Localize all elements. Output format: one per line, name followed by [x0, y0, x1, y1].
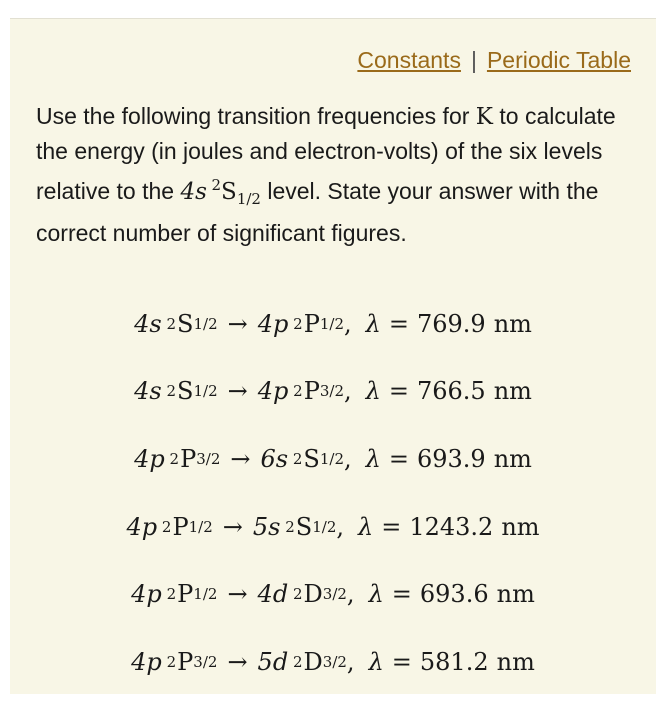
wavelength-value: 581.2 — [419, 647, 489, 676]
constants-link[interactable]: Constants — [357, 47, 461, 73]
to-multiplicity: 2 — [285, 517, 295, 536]
from-orbital: 4s — [134, 377, 162, 406]
transition-equation — [10, 493, 656, 561]
element-symbol: K — [475, 104, 493, 130]
wavelength-unit: nm — [493, 309, 532, 338]
problem-statement — [36, 99, 636, 250]
transition-list — [10, 290, 656, 696]
to-multiplicity: 2 — [292, 585, 303, 604]
from-multiplicity: 2 — [169, 449, 180, 468]
to-j: 3/2 — [322, 585, 347, 604]
wavelength-unit: nm — [496, 580, 535, 609]
wavelength-value: 1243.2 — [409, 512, 494, 541]
transition-equation — [10, 425, 656, 493]
lambda-symbol: λ — [368, 647, 384, 676]
from-j: 3/2 — [196, 449, 221, 468]
from-multiplicity: 2 — [166, 652, 177, 671]
comma: , — [336, 512, 345, 541]
from-orbital: 4p — [134, 444, 165, 473]
from-multiplicity: 2 — [166, 585, 177, 604]
wavelength-unit: nm — [493, 444, 532, 473]
transition-arrow: → — [227, 647, 248, 676]
transition-arrow: → — [230, 444, 251, 473]
to-multiplicity: 2 — [293, 382, 303, 401]
from-j: 1/2 — [188, 517, 213, 536]
ref-multiplicity: 2 — [211, 176, 222, 194]
comma: , — [344, 444, 352, 473]
lambda-symbol: λ — [365, 444, 381, 473]
intro-text-2: to calculate the energy (in joules and electron-volts) of the six levels relative to the — [36, 103, 616, 204]
transition-arrow: → — [227, 377, 248, 406]
to-j: 1/2 — [312, 517, 337, 536]
intro-text-3: level. State your answer with the correct number of significant figures. — [36, 178, 599, 246]
to-orbital: 4p — [257, 309, 289, 338]
from-term: P — [177, 580, 194, 609]
from-j: 1/2 — [193, 585, 218, 604]
from-multiplicity: 2 — [166, 314, 177, 333]
from-orbital: 4p — [126, 512, 158, 541]
from-orbital: 4s — [134, 309, 162, 338]
lambda-symbol: λ — [368, 580, 384, 609]
intro-text-1: Use the following transition frequencies for — [36, 103, 476, 129]
from-term: P — [177, 647, 194, 676]
to-orbital: 6s — [260, 444, 289, 473]
to-multiplicity: 2 — [293, 314, 303, 333]
comma: , — [344, 309, 352, 338]
to-term: D — [303, 647, 323, 676]
transition-equation — [10, 560, 656, 628]
transition-arrow: → — [222, 512, 243, 541]
wavelength-unit: nm — [493, 377, 532, 406]
to-term: D — [303, 580, 323, 609]
comma: , — [344, 377, 352, 406]
transition-arrow: → — [227, 580, 248, 609]
from-term: P — [172, 512, 189, 541]
to-term: P — [303, 377, 320, 406]
wavelength-unit: nm — [501, 512, 540, 541]
equals-sign: = — [381, 512, 402, 541]
to-orbital: 5s — [252, 512, 281, 541]
to-orbital: 5d — [257, 647, 289, 676]
ref-orbital: 4s — [180, 179, 207, 205]
from-orbital: 4p — [131, 580, 162, 609]
equals-sign: = — [391, 647, 412, 676]
equals-sign: = — [388, 444, 409, 473]
to-multiplicity: 2 — [292, 652, 303, 671]
from-multiplicity: 2 — [166, 382, 177, 401]
to-term: S — [295, 512, 313, 541]
link-separator: | — [470, 47, 477, 73]
wavelength-value: 693.6 — [419, 580, 489, 609]
from-j: 1/2 — [193, 382, 218, 401]
ref-term: S — [221, 179, 237, 205]
from-term: S — [177, 377, 194, 406]
wavelength-unit: nm — [496, 647, 535, 676]
comma: , — [346, 647, 355, 676]
transition-equation — [10, 358, 656, 426]
from-orbital: 4p — [131, 647, 162, 676]
lambda-symbol: λ — [365, 377, 381, 406]
equals-sign: = — [391, 580, 412, 609]
wavelength-value: 693.9 — [416, 444, 486, 473]
from-j: 3/2 — [193, 652, 218, 671]
to-j: 1/2 — [319, 314, 344, 333]
lambda-symbol: λ — [365, 309, 381, 338]
transition-equation — [10, 290, 656, 358]
from-term: P — [180, 444, 197, 473]
wavelength-value: 769.9 — [416, 309, 486, 338]
periodic-table-link[interactable]: Periodic Table — [486, 47, 631, 73]
from-j: 1/2 — [193, 314, 218, 333]
to-orbital: 4p — [257, 377, 289, 406]
lambda-symbol: λ — [358, 512, 374, 541]
comma: , — [346, 580, 355, 609]
equals-sign: = — [388, 309, 409, 338]
to-orbital: 4d — [257, 580, 289, 609]
equals-sign: = — [388, 377, 409, 406]
problem-panel — [10, 18, 656, 694]
to-j: 3/2 — [319, 382, 344, 401]
transition-equation — [10, 628, 656, 696]
to-term: P — [303, 309, 320, 338]
to-multiplicity: 2 — [292, 449, 303, 468]
from-term: S — [177, 309, 194, 338]
resource-links — [357, 47, 631, 74]
wavelength-value: 766.5 — [416, 377, 486, 406]
transition-arrow: → — [227, 309, 248, 338]
to-term: S — [303, 444, 320, 473]
from-multiplicity: 2 — [161, 517, 172, 536]
to-j: 3/2 — [322, 652, 347, 671]
ref-j: 1/2 — [236, 190, 261, 208]
to-j: 1/2 — [319, 449, 344, 468]
reference-level — [180, 176, 261, 208]
